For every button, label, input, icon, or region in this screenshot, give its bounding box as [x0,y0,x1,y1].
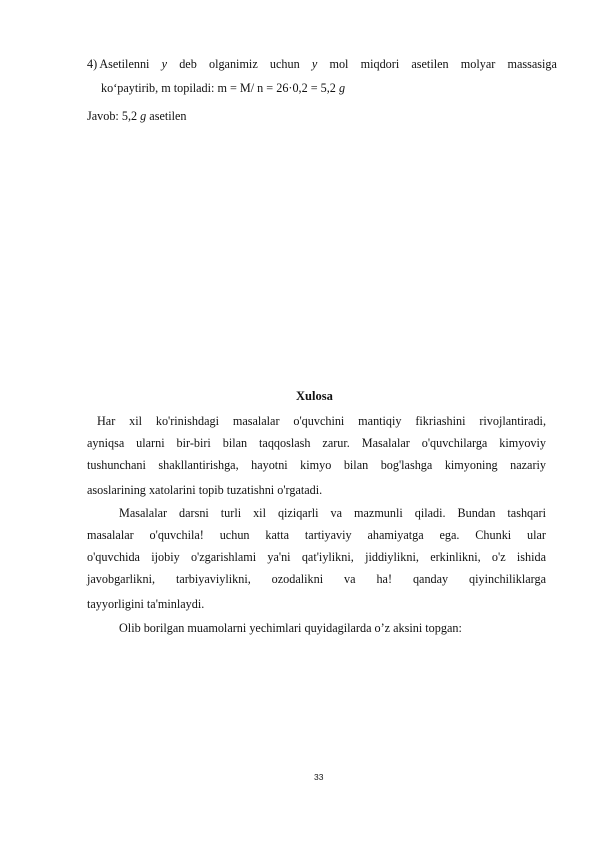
unit-g: g [140,109,147,123]
word: deb [179,57,197,71]
paragraph-line: Masalalar darsni turli xil qiziqarli va mazmunli qiladi. Bundan tashqari [119,506,546,520]
word: mol [329,57,349,71]
section-heading: Xulosa [296,389,333,403]
word: olganimiz [208,57,258,71]
variable-y: y [311,57,318,71]
answer-line: Javob: 5,2 g asetilen [87,109,187,123]
paragraph-line: tayyorligini ta'minlaydi. [87,597,205,611]
word: Asetilenni [99,57,150,71]
word: asetilen [411,57,449,71]
word: massasiga [507,57,557,71]
problem-line-1 [87,56,557,72]
paragraph-line: ayniqsa ularni bir-biri bilan taqqoslash zarur. Masalalar o'quvchilarga kimyoviy [87,436,546,450]
paragraph-line: o'quvchida ijobiy o'zgarishlami ya'ni qat'iylikni, jiddiylikni, erkinlikni, o'z ishida [87,550,546,564]
variable-y: y [161,57,168,71]
word: miqdori [360,57,400,71]
paragraph-line: Har xil ko'rinishdagi masalalar o'quvchini mantiqiy fikriashini rivojlantiradi, [97,414,546,428]
problem-number: 4) [87,57,98,71]
paragraph-line: Olib borilgan muamolarni yechimlari quyidagilarda o’z aksini topgan: [119,621,462,635]
paragraph-line: asoslarining xatolarini topib tuzatishni o'rgatadi. [87,483,323,497]
word: uchun [269,57,300,71]
word: molyar [460,57,496,71]
problem-line-2: ko‘paytirib, m topiladi: m = M/ n = 26·0,2 = 5,2 g [101,81,346,95]
unit-g: g [338,81,346,95]
paragraph-line: javobgarlikni, tarbiyaviylikni, ozodalikni va ha! qanday qiyinchiliklarga [87,572,546,586]
page-number: 33 [314,772,324,782]
paragraph-line: masalalar o'quvchila! uchun katta tartiyaviy ahamiyatga ega. Chunki ular [87,528,546,542]
paragraph-line: tushunchani shakllantirishga, hayotni kimyo bilan bog'lashga kimyoning nazariy [87,458,546,472]
